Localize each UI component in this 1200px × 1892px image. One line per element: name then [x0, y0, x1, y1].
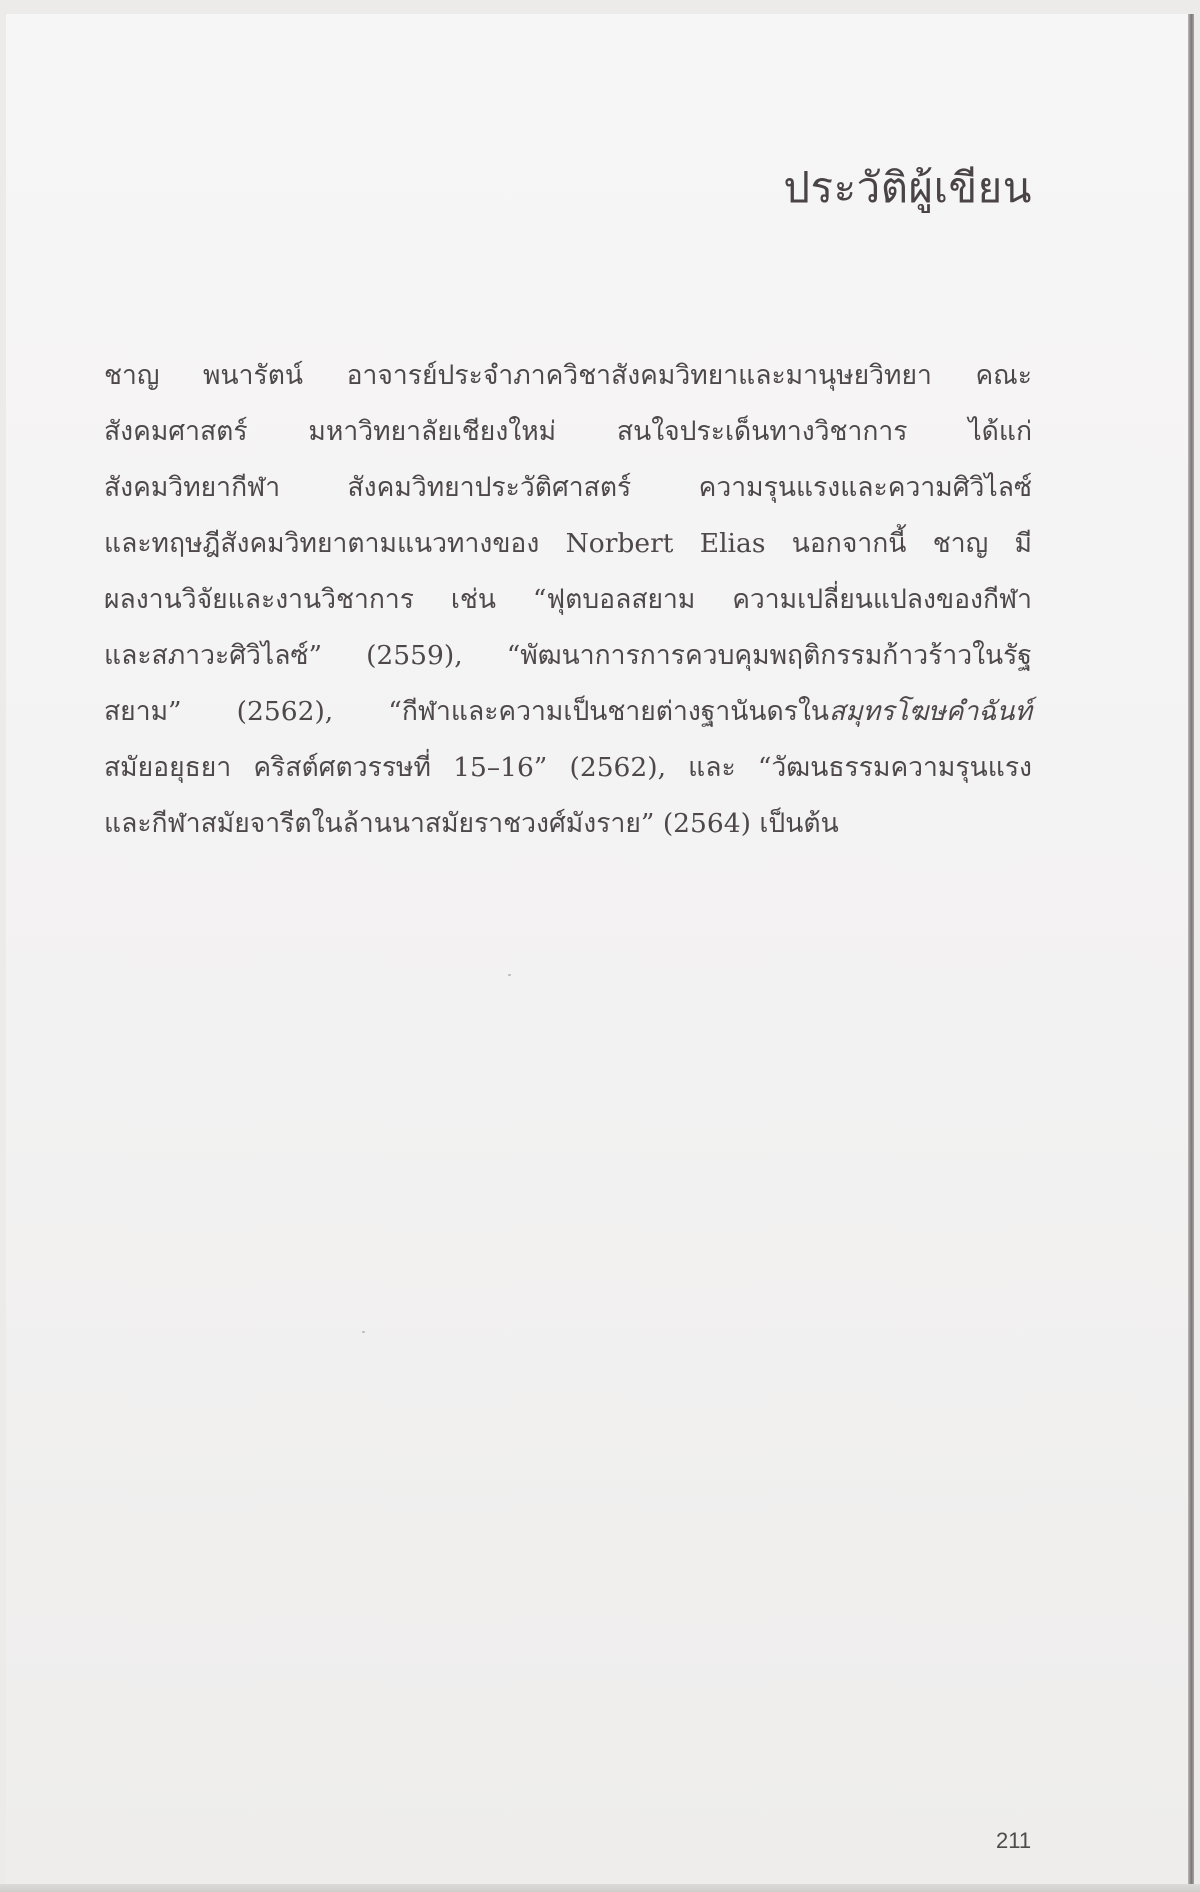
biography-line-8: สมัยอยุธยา คริสต์ศตวรรษที่ 15–16” (2562), และ “วัฒนธรรมความรุนแรง	[104, 752, 1032, 783]
biography-line-1: ชาญ พนารัตน์ อาจารย์ประจำภาควิชาสังคมวิทยาและมานุษยวิทยา คณะ	[104, 360, 1032, 391]
italic-work-title: สมุทรโฆษคำฉันท์	[829, 696, 1032, 727]
biography-line-3: สังคมวิทยากีฬา สังคมวิทยาประวัติศาสตร์ ความรุนแรงและความศิวิไลซ์	[104, 472, 1032, 503]
page-edge-shadow	[1188, 14, 1194, 1884]
biography-line-2: สังคมศาสตร์ มหาวิทยาลัยเชียงใหม่ สนใจประเด็นทางวิชาการ ได้แก่	[104, 416, 1032, 447]
paper-speck	[508, 974, 511, 976]
biography-line-5: ผลงานวิจัยและงานวิชาการ เช่น “ฟุตบอลสยาม ความเปลี่ยนแปลงของกีฬา	[104, 584, 1032, 615]
paper-speck	[362, 1331, 365, 1333]
biography-line-9: และกีฬาสมัยจารีตในล้านนาสมัยราชวงศ์มังราย” (2564) เป็นต้น	[104, 808, 839, 839]
page-number: 211	[996, 1828, 1032, 1853]
biography-line-6: และสภาวะศิวิไลซ์” (2559), “พัฒนาการการควบคุมพฤติกรรมก้าวร้าวในรัฐ	[104, 640, 1032, 671]
book-page	[6, 14, 1192, 1884]
biography-line-7-text: สยาม” (2562), “กีฬาและความเป็นชายต่างฐานันดรใน	[104, 696, 830, 727]
author-biography	[104, 348, 1032, 852]
page-bottom-edge	[0, 1884, 1200, 1892]
biography-line-7	[104, 684, 1032, 740]
page-title: ประวัติผู้เขียน	[783, 163, 1032, 212]
biography-line-4: และทฤษฎีสังคมวิทยาตามแนวทางของ Norbert Elias นอกจากนี้ ชาญ มี	[104, 528, 1032, 559]
